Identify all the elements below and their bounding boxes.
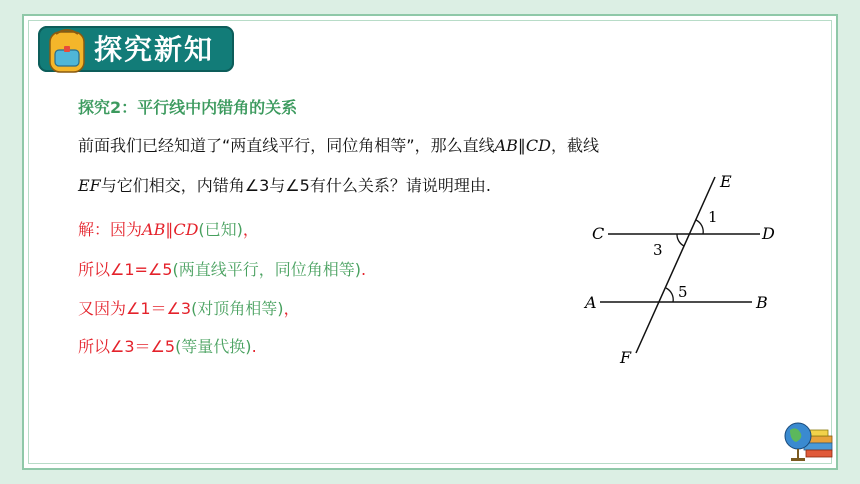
angle-3-arc — [677, 234, 684, 246]
problem-line-1: 前面我们已经知道了“两直线平行，同位角相等”，那么直线AB∥CD，截线 — [78, 136, 599, 155]
label-c: C — [592, 224, 605, 243]
solution-line-1: 解：因为AB∥CD(已知)， — [78, 220, 259, 239]
section-title: 探究2：平行线中内错角的关系 — [78, 98, 298, 117]
globe-books-icon — [782, 418, 836, 464]
solution-line-2: 所以∠1=∠5(两直线平行，同位角相等). — [78, 260, 367, 279]
angle-5-arc — [666, 288, 673, 302]
parallel-lines-diagram — [570, 165, 800, 375]
solution-line-3: 又因为∠1＝∠3(对顶角相等)， — [78, 299, 300, 318]
label-angle-1: 1 — [708, 208, 718, 226]
label-b: B — [756, 293, 768, 312]
angle-1-arc — [696, 220, 703, 234]
line-ef — [636, 177, 715, 353]
label-angle-5: 5 — [678, 283, 688, 301]
problem-line-2: EF与它们相交，内错角∠3与∠5有什么关系？请说明理由. — [78, 176, 491, 195]
solution-line-4: 所以∠3＝∠5(等量代换). — [78, 337, 257, 356]
label-e: E — [720, 172, 732, 191]
label-d: D — [762, 224, 775, 243]
label-a: A — [585, 293, 597, 312]
label-angle-3: 3 — [653, 241, 663, 259]
backpack-icon — [42, 28, 92, 74]
page-title: 探究新知 — [94, 33, 215, 66]
label-f: F — [620, 348, 632, 367]
